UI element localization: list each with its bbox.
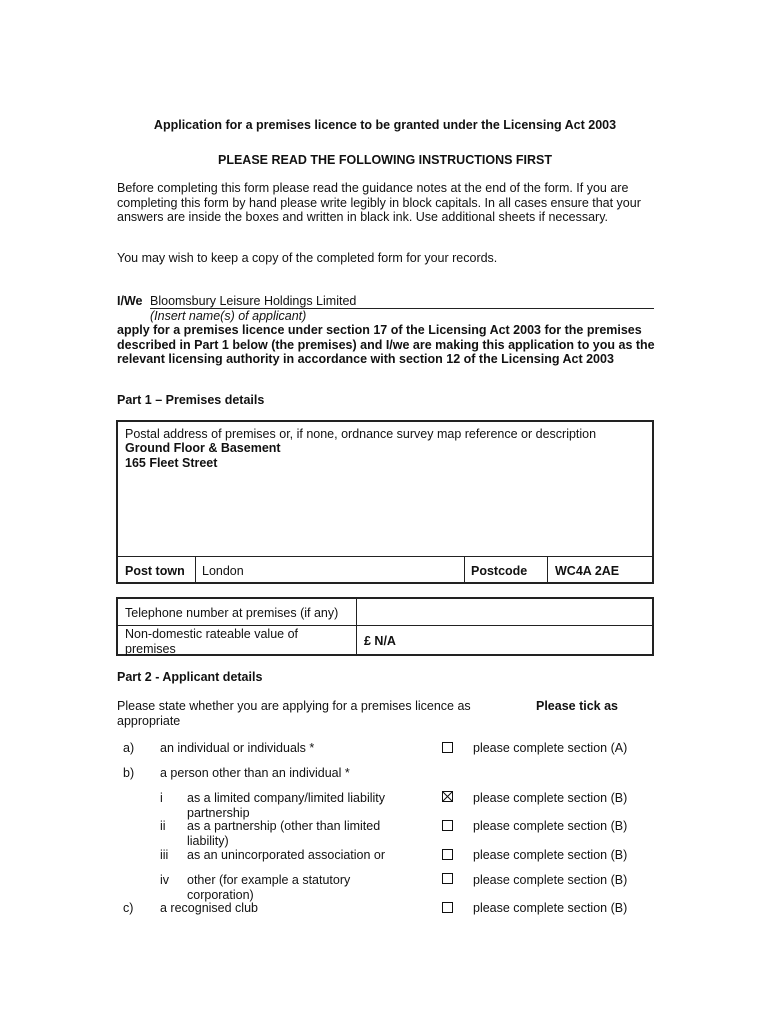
option-text: as an unincorporated association or (187, 848, 386, 862)
telephone-label: Telephone number at premises (if any) (125, 606, 339, 620)
option-numeral: i (160, 791, 163, 805)
option-text: as a partnership (other than limited liability) (187, 819, 381, 848)
post-town-label: Post town (125, 564, 185, 578)
application-statement: apply for a premises licence under section 17 of the Licensing Act 2003 for the premises described in Part 1 below (the premises) and I/we are making this application to you as the relevant licensing authority in accordance with section 12 of the Licensing Act 2003 (117, 323, 655, 366)
option-checkbox[interactable] (442, 849, 453, 860)
address-line-2[interactable]: 165 Fleet Street (125, 456, 218, 470)
option-instruction: please complete section (B) (473, 819, 628, 833)
divider (464, 556, 465, 582)
option-text: as a limited company/limited liability partnership (187, 791, 385, 820)
option-checkbox[interactable] (442, 873, 453, 884)
option-text: a recognised club (160, 901, 258, 915)
option-letter: c) (123, 901, 134, 915)
applicant-name-field[interactable] (150, 294, 654, 309)
question-text: Please state whether you are applying for a premises licence as appropriate (117, 699, 471, 728)
option-instruction: please complete section (B) (473, 791, 628, 805)
divider (118, 625, 652, 626)
rateable-value-label: Non-domestic rateable value of premises (125, 627, 299, 656)
applicant-label: I/We (117, 294, 143, 308)
option-checkbox[interactable] (442, 820, 453, 831)
option-text: other (for example a statutory corporation) (187, 873, 351, 902)
postcode-label: Postcode (471, 564, 528, 578)
divider (195, 556, 196, 582)
premises-contact-box (116, 597, 654, 656)
rateable-value-field[interactable]: £ N/A (364, 634, 396, 648)
option-numeral: ii (160, 819, 166, 833)
cross-icon (443, 792, 452, 801)
instructions-heading: PLEASE READ THE FOLLOWING INSTRUCTIONS FIRST (217, 153, 553, 167)
tick-heading: Please tick as (536, 699, 619, 713)
applicant-type-question (117, 699, 492, 728)
postcode-field[interactable]: WC4A 2AE (555, 564, 620, 578)
option-text: an individual or individuals * (160, 741, 315, 755)
option-checkbox-checked[interactable] (442, 791, 453, 802)
option-checkbox[interactable] (442, 902, 453, 913)
premises-address-box (116, 420, 654, 584)
records-note: You may wish to keep a copy of the completed form for your records. (117, 251, 498, 265)
post-town-field[interactable]: London (202, 564, 244, 578)
divider (547, 556, 548, 582)
applicant-name: Bloomsbury Leisure Holdings Limited (150, 294, 357, 308)
option-checkbox[interactable] (442, 742, 453, 753)
part2-heading: Part 2 - Applicant details (117, 670, 263, 684)
form-title: Application for a premises licence to be granted under the Licensing Act 2003 (153, 118, 617, 132)
applicant-hint: (Insert name(s) of applicant) (150, 309, 307, 323)
option-letter: b) (123, 766, 135, 780)
option-numeral: iv (160, 873, 170, 887)
intro-paragraph: Before completing this form please read the guidance notes at the end of the form. If you are completing this form by hand please write legibly in block capitals. In all cases ensure that your answers are inside the boxes and written in black ink. Use additional sheets if necessary. (117, 181, 641, 224)
option-instruction: please complete section (B) (473, 901, 628, 915)
option-instruction: please complete section (B) (473, 848, 628, 862)
option-text: a person other than an individual * (160, 766, 350, 780)
part1-heading: Part 1 – Premises details (117, 393, 265, 407)
option-instruction: please complete section (A) (473, 741, 628, 755)
address-label: Postal address of premises or, if none, ordnance survey map reference or description (125, 427, 597, 441)
divider (118, 556, 652, 557)
option-letter: a) (123, 741, 135, 755)
address-line-1[interactable]: Ground Floor & Basement (125, 441, 281, 455)
option-instruction: please complete section (B) (473, 873, 628, 887)
option-numeral: iii (160, 848, 169, 862)
divider (356, 599, 357, 654)
